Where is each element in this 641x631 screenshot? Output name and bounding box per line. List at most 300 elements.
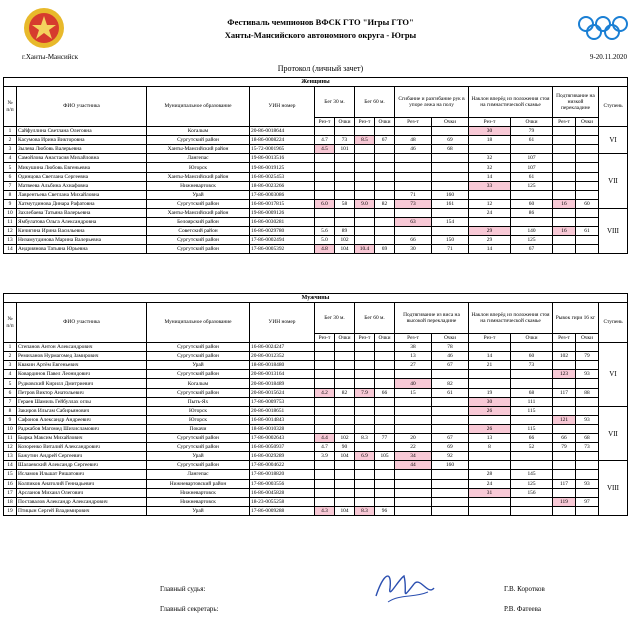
uin-number: 16-86-0024247 — [250, 343, 315, 352]
table-row — [4, 443, 628, 452]
result-cell — [511, 452, 553, 461]
result-cell — [335, 127, 355, 136]
result-cell: 107 — [511, 163, 553, 172]
result-cell: 21 — [469, 361, 511, 370]
result-cell: 160 — [432, 461, 469, 470]
table-row — [4, 497, 628, 506]
uin-number: 19-86-0009126 — [250, 208, 315, 217]
result-cell — [511, 145, 553, 154]
municipality: Сургутский район — [147, 343, 250, 352]
result-cell: 79 — [511, 127, 553, 136]
result-cell: 79 — [553, 443, 576, 452]
secretary-name: Р.В. Фатеева — [504, 605, 541, 613]
uin-number: 17-86-0002494 — [250, 236, 315, 245]
signature-image — [370, 566, 440, 610]
result-cell — [469, 452, 511, 461]
stage-cell: VII — [599, 406, 628, 461]
participant-name: Рудковский Кирилл Дмитриевич — [17, 379, 147, 388]
result-cell — [553, 236, 576, 245]
result-cell: 26 — [469, 406, 511, 415]
result-cell — [553, 245, 576, 254]
result-cell: 67 — [432, 361, 469, 370]
result-cell: 145 — [511, 470, 553, 479]
result-cell — [315, 488, 335, 497]
result-cell — [375, 397, 395, 406]
document-title: Фестиваль чемпионов ВФСК ГТО "Игры ГТО" — [227, 17, 414, 27]
result-cell — [355, 479, 375, 488]
result-cell — [375, 154, 395, 163]
uin-number: 18-86-0018480 — [250, 361, 315, 370]
col-res: Рез-т — [469, 334, 511, 343]
result-cell — [469, 370, 511, 379]
row-num: 9 — [4, 199, 17, 208]
result-cell: 44 — [395, 461, 432, 470]
gto-emblem-icon — [22, 6, 66, 50]
result-cell: 66 — [511, 434, 553, 443]
row-num: 11 — [4, 218, 17, 227]
col-kettle: Рывок гири 16 кг — [553, 303, 599, 334]
uin-number: 17-86-0005392 — [250, 245, 315, 254]
row-num: 2 — [4, 136, 17, 145]
table-row — [4, 406, 628, 415]
result-cell: 104 — [335, 245, 355, 254]
result-cell: 60 — [511, 352, 553, 361]
uin-number: 17-86-0009288 — [250, 506, 315, 515]
table-row — [4, 145, 628, 154]
result-cell — [553, 343, 576, 352]
result-cell: 52 — [511, 443, 553, 452]
municipality: Урай — [147, 190, 250, 199]
result-cell: 38 — [395, 343, 432, 352]
result-cell — [511, 461, 553, 470]
result-cell — [375, 190, 395, 199]
result-cell — [335, 470, 355, 479]
result-cell: 7.9 — [355, 388, 375, 397]
result-cell — [511, 370, 553, 379]
result-cell — [395, 208, 432, 217]
men-section-title: Мужчины — [4, 294, 628, 303]
result-cell — [375, 488, 395, 497]
result-cell: 82 — [375, 199, 395, 208]
result-cell — [375, 227, 395, 236]
result-cell: 30 — [395, 245, 432, 254]
result-cell — [335, 218, 355, 227]
result-cell: 40 — [395, 379, 432, 388]
result-cell — [375, 163, 395, 172]
participant-name: Ремиханов Нурмагомед Замирович — [17, 352, 147, 361]
result-cell: 150 — [432, 236, 469, 245]
result-cell: 13 — [469, 434, 511, 443]
result-cell — [375, 470, 395, 479]
row-num: 5 — [4, 163, 17, 172]
municipality: Сургутский район — [147, 370, 250, 379]
municipality: Ханты-Мансийский район — [147, 145, 250, 154]
result-cell — [335, 172, 355, 181]
result-cell — [375, 379, 395, 388]
result-cell: 61 — [576, 227, 599, 236]
municipality: Ханты-Мансийский район — [147, 172, 250, 181]
col-name: ФИО участника — [17, 87, 147, 127]
col-res: Рез-т — [315, 334, 335, 343]
stage-cell: VIII — [599, 461, 628, 516]
participant-name: Исламов Ильшат Ришатович — [17, 470, 147, 479]
municipality: Покачи — [147, 424, 250, 433]
result-cell: 93 — [576, 415, 599, 424]
result-cell — [576, 181, 599, 190]
result-cell: 18 — [469, 136, 511, 145]
result-cell: 58 — [335, 199, 355, 208]
result-cell: 4.4 — [315, 434, 335, 443]
col-pts: Очки — [432, 118, 469, 127]
result-cell — [355, 172, 375, 181]
result-cell: 67 — [375, 136, 395, 145]
municipality: Когалым — [147, 127, 250, 136]
result-cell: 77 — [375, 434, 395, 443]
municipality: Урай — [147, 506, 250, 515]
result-cell — [553, 145, 576, 154]
row-num: 4 — [4, 370, 17, 379]
result-cell: 8.3 — [355, 506, 375, 515]
col-pts: Очки — [335, 118, 355, 127]
result-cell: 154 — [432, 218, 469, 227]
col-pts: Очки — [511, 118, 553, 127]
result-cell — [553, 127, 576, 136]
col-res: Рез-т — [355, 118, 375, 127]
result-cell: 27 — [395, 361, 432, 370]
table-row — [4, 461, 628, 470]
result-cell — [576, 208, 599, 217]
result-cell: 90 — [335, 443, 355, 452]
participant-name: Степанов Антон Александрович — [17, 343, 147, 352]
result-cell: 73 — [395, 199, 432, 208]
participant-name: Петров Виктор Анатольевич — [17, 388, 147, 397]
result-cell: 16 — [553, 199, 576, 208]
result-cell: 24 — [469, 208, 511, 217]
row-num: 8 — [4, 190, 17, 199]
col-res: Рез-т — [315, 118, 335, 127]
participant-name: Сафонов Александр Андреевич — [17, 415, 147, 424]
result-cell: 97 — [576, 497, 599, 506]
result-cell: 14 — [469, 352, 511, 361]
result-cell — [315, 461, 335, 470]
row-num: 13 — [4, 452, 17, 461]
result-cell — [576, 136, 599, 145]
municipality: Нижневартовск — [147, 497, 250, 506]
result-cell — [576, 461, 599, 470]
col-lowbar: Подтягивание на низкой перекладине — [553, 87, 599, 118]
row-num: 1 — [4, 343, 17, 352]
uin-number: 20-86-0018644 — [250, 127, 315, 136]
result-cell — [553, 163, 576, 172]
result-cell — [375, 497, 395, 506]
col-stage: Ступень — [599, 87, 628, 127]
table-row — [4, 415, 628, 424]
result-cell — [335, 361, 355, 370]
table-row — [4, 397, 628, 406]
result-cell: 93 — [576, 479, 599, 488]
result-cell — [469, 415, 511, 424]
result-cell: 5.6 — [315, 227, 335, 236]
result-cell — [355, 352, 375, 361]
result-cell — [469, 145, 511, 154]
row-num: 3 — [4, 361, 17, 370]
col-pts: Очки — [335, 334, 355, 343]
result-cell — [432, 127, 469, 136]
uin-number: 20-86-0018651 — [250, 406, 315, 415]
result-cell — [576, 172, 599, 181]
result-cell — [375, 415, 395, 424]
participant-name: Квакин Артём Евгеньевич — [17, 361, 147, 370]
result-cell: 69 — [432, 443, 469, 452]
uin-number: 20-86-0012352 — [250, 352, 315, 361]
result-cell: 4.2 — [315, 388, 335, 397]
table-row — [4, 470, 628, 479]
uin-number: 17-86-0009753 — [250, 397, 315, 406]
table-row — [4, 199, 628, 208]
result-cell — [395, 488, 432, 497]
municipality: Нижневартовский район — [147, 479, 250, 488]
result-cell — [432, 406, 469, 415]
uin-number: 17-86-0004622 — [250, 461, 315, 470]
result-cell — [432, 397, 469, 406]
table-row — [4, 361, 628, 370]
participant-name: Поставалов Александр Александрович — [17, 497, 147, 506]
women-table — [3, 77, 628, 254]
result-cell: 4.7 — [315, 443, 335, 452]
result-cell — [355, 497, 375, 506]
result-cell: 20 — [395, 434, 432, 443]
municipality: Сургутский район — [147, 236, 250, 245]
result-cell: 61 — [511, 136, 553, 145]
result-cell: 48 — [395, 136, 432, 145]
women-section-title: Женщины — [4, 78, 628, 87]
result-cell: 12 — [469, 199, 511, 208]
uin-number: 16-86-0025453 — [250, 172, 315, 181]
municipality: Югорск — [147, 406, 250, 415]
result-cell — [375, 361, 395, 370]
participant-name: Зылева Любовь Валерьевна — [17, 145, 147, 154]
result-cell: 22 — [395, 443, 432, 452]
result-cell — [315, 154, 335, 163]
result-cell: 8 — [469, 443, 511, 452]
result-cell: 67 — [511, 245, 553, 254]
col-res: Рез-т — [395, 334, 432, 343]
result-cell — [511, 379, 553, 388]
row-num: 12 — [4, 443, 17, 452]
row-num: 13 — [4, 236, 17, 245]
result-cell: 78 — [432, 343, 469, 352]
result-cell — [395, 163, 432, 172]
result-cell: 102 — [335, 434, 355, 443]
result-cell — [335, 190, 355, 199]
result-cell: 46 — [432, 352, 469, 361]
municipality: Урай — [147, 452, 250, 461]
participant-name: Матвеева Альбина Ахнафовна — [17, 181, 147, 190]
participant-name: Сайфуллина Светлана Олеговна — [17, 127, 147, 136]
result-cell — [576, 145, 599, 154]
result-cell — [576, 218, 599, 227]
result-cell — [432, 488, 469, 497]
result-cell: 73 — [511, 361, 553, 370]
result-cell: 13 — [395, 352, 432, 361]
result-cell: 125 — [511, 236, 553, 245]
result-cell: 14 — [469, 172, 511, 181]
result-cell: 61 — [432, 388, 469, 397]
result-cell — [355, 127, 375, 136]
result-cell: 15 — [395, 388, 432, 397]
result-cell: 30 — [469, 397, 511, 406]
result-cell — [553, 208, 576, 217]
result-cell — [553, 379, 576, 388]
result-cell — [511, 497, 553, 506]
table-row — [4, 452, 628, 461]
result-cell — [395, 172, 432, 181]
col-stage: Ступень — [599, 303, 628, 343]
result-cell — [511, 415, 553, 424]
result-cell: 60 — [511, 199, 553, 208]
result-cell — [432, 181, 469, 190]
uin-number: 16-86-0045828 — [250, 488, 315, 497]
result-cell — [576, 397, 599, 406]
row-num: 14 — [4, 245, 17, 254]
col-muni: Муниципальное образование — [147, 303, 250, 343]
result-cell: 121 — [553, 415, 576, 424]
result-cell — [553, 154, 576, 163]
result-cell: 92 — [432, 452, 469, 461]
result-cell — [469, 506, 511, 515]
result-cell — [553, 190, 576, 199]
table-row — [4, 506, 628, 515]
row-num: 8 — [4, 406, 17, 415]
result-cell — [576, 361, 599, 370]
result-cell — [469, 461, 511, 470]
result-cell: 117 — [553, 388, 576, 397]
col-muni: Муниципальное образование — [147, 87, 250, 127]
col-res: Рез-т — [355, 334, 375, 343]
row-num: 16 — [4, 479, 17, 488]
result-cell — [375, 479, 395, 488]
result-cell: 3.9 — [315, 452, 335, 461]
municipality: Югорск — [147, 163, 250, 172]
municipality: Сургутский район — [147, 434, 250, 443]
uin-number: 18-86-0023266 — [250, 181, 315, 190]
col-pts: Очки — [432, 334, 469, 343]
result-cell: 125 — [511, 479, 553, 488]
result-cell: 9.0 — [355, 199, 375, 208]
result-cell — [395, 497, 432, 506]
uin-number: 16-86-0029780 — [250, 227, 315, 236]
col-bend: Наклон вперёд из положения стоя на гимнастической скамье — [469, 303, 553, 334]
result-cell: 32 — [469, 154, 511, 163]
result-cell — [553, 424, 576, 433]
uin-number: 17-86-0003086 — [250, 190, 315, 199]
table-row — [4, 379, 628, 388]
result-cell — [432, 172, 469, 181]
result-cell — [355, 227, 375, 236]
result-cell — [576, 245, 599, 254]
result-cell: 73 — [576, 443, 599, 452]
uin-number: 19-86-0019125 — [250, 163, 315, 172]
result-cell: 123 — [553, 370, 576, 379]
result-cell — [576, 154, 599, 163]
table-row — [4, 181, 628, 190]
table-row — [4, 163, 628, 172]
result-cell — [375, 181, 395, 190]
uin-number: 18-86-0010328 — [250, 424, 315, 433]
result-cell — [553, 452, 576, 461]
table-row — [4, 208, 628, 217]
col-run60: Бег 60 м. — [355, 303, 395, 334]
result-cell: 19 — [469, 388, 511, 397]
participant-name: Ямбулатова Ольга Александровна — [17, 218, 147, 227]
result-cell: 4.5 — [315, 145, 335, 154]
participant-name: Гераев Шамиль Гейбуллах оглы — [17, 397, 147, 406]
result-cell: 6.0 — [315, 199, 335, 208]
result-cell: 156 — [511, 488, 553, 497]
result-cell — [355, 470, 375, 479]
result-cell: 96 — [375, 506, 395, 515]
result-cell — [315, 361, 335, 370]
municipality: Пыть-Ях — [147, 397, 250, 406]
result-cell: 30 — [469, 127, 511, 136]
municipality: Сургутский район — [147, 443, 250, 452]
result-cell: 32 — [469, 163, 511, 172]
row-num: 15 — [4, 470, 17, 479]
participant-name: Лаврентьева Светлана Михайловна — [17, 190, 147, 199]
municipality: Сургутский район — [147, 388, 250, 397]
result-cell — [469, 343, 511, 352]
result-cell — [553, 218, 576, 227]
row-num: 7 — [4, 397, 17, 406]
result-cell — [553, 181, 576, 190]
result-cell — [315, 352, 335, 361]
result-cell: 79 — [576, 352, 599, 361]
participant-name: Бажутин Андрей Сергеевич — [17, 452, 147, 461]
participant-name: Микушина Любовь Евгеньевна — [17, 163, 147, 172]
result-cell: 88 — [576, 388, 599, 397]
result-cell — [576, 163, 599, 172]
result-cell: 93 — [576, 370, 599, 379]
row-num: 6 — [4, 388, 17, 397]
result-cell: 24 — [469, 479, 511, 488]
participant-name: Касумова Ирина Викторовна — [17, 136, 147, 145]
participant-name: Козоренко Виталий Александрович — [17, 443, 147, 452]
result-cell — [553, 172, 576, 181]
result-cell: 105 — [375, 452, 395, 461]
result-cell — [335, 343, 355, 352]
result-cell: 6.9 — [355, 452, 375, 461]
col-flex: Сгибание и разгибание рук в упоре лежа на полу — [395, 87, 469, 118]
col-run30: Бег 30 м. — [315, 303, 355, 334]
table-row — [4, 488, 628, 497]
judge-name: Г.В. Коротков — [504, 585, 545, 593]
result-cell — [315, 181, 335, 190]
participant-name: Закиров Ильгам Сабирьянович — [17, 406, 147, 415]
result-cell — [553, 136, 576, 145]
result-cell: 14 — [469, 245, 511, 254]
result-cell — [355, 218, 375, 227]
row-num: 7 — [4, 181, 17, 190]
result-cell: 115 — [511, 424, 553, 433]
result-cell — [553, 488, 576, 497]
result-cell — [375, 208, 395, 217]
uin-number: 17-86-0003556 — [250, 479, 315, 488]
uin-number: 19-86-0013516 — [250, 154, 315, 163]
table-row — [4, 218, 628, 227]
result-cell — [355, 208, 375, 217]
result-cell: 104 — [335, 452, 355, 461]
table-row — [4, 227, 628, 236]
